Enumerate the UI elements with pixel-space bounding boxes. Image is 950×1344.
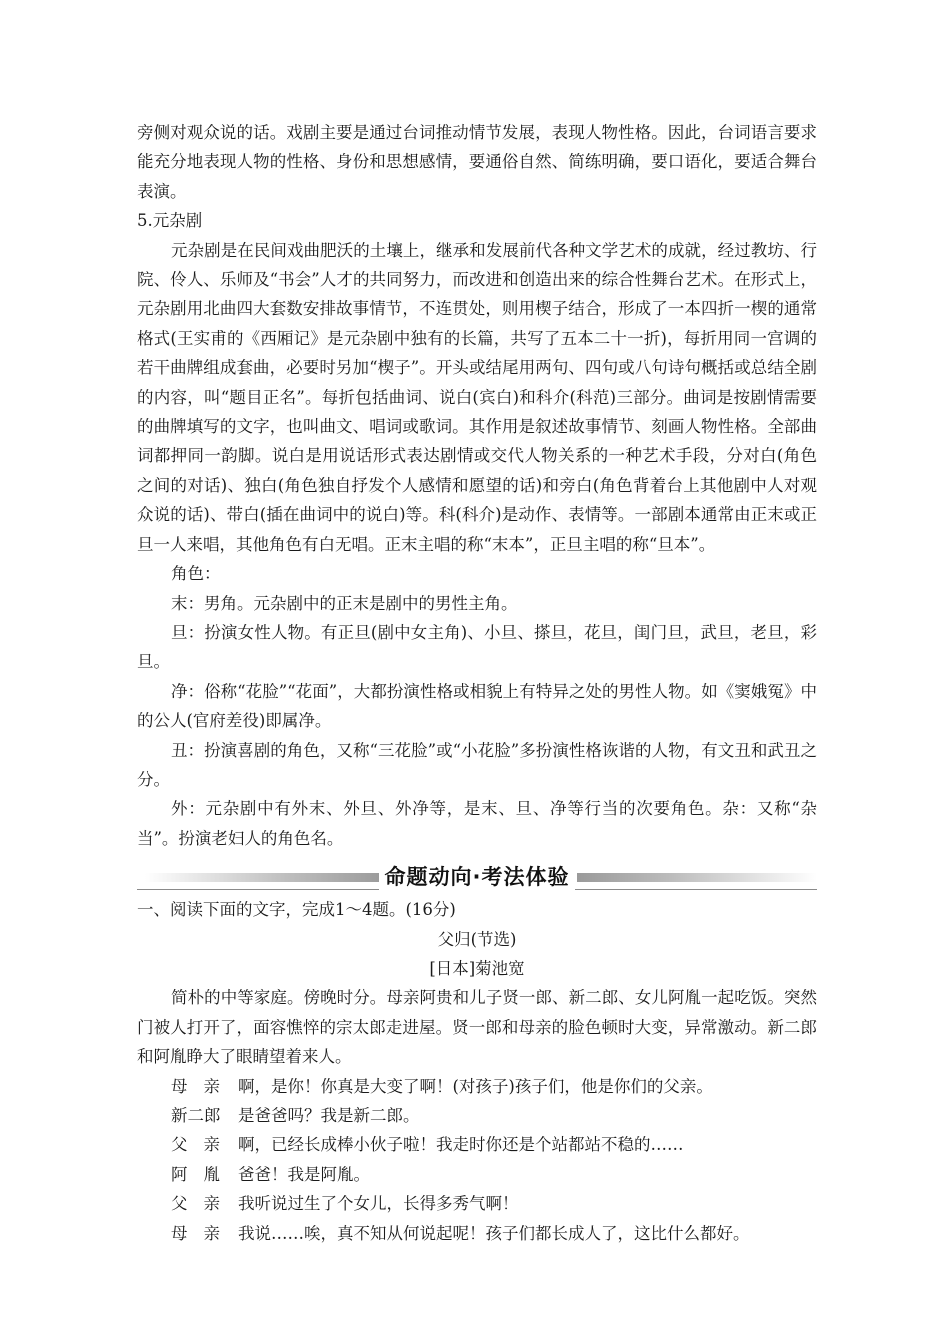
role-jing: 净：俗称“花脸”“花面”，大都扮演性格或相貌上有特异之处的男性人物。如《窦娥冤》中的公人(官府差役)即属净。 xyxy=(137,681,817,731)
dialogue-line xyxy=(137,1130,817,1159)
dialogue-line xyxy=(137,1219,817,1248)
role-mo: 末：男角。元杂剧中的正末是剧中的男性主角。 xyxy=(171,593,518,613)
dialogue-speaker: 阿胤 xyxy=(171,1164,236,1184)
dialogue-line xyxy=(137,1189,817,1218)
section-heading: 5.元杂剧 xyxy=(137,211,203,231)
role-wai: 外：元杂剧中有外末、外旦、外净等，是末、旦、净等行当的次要角色。杂：又称“杂当”。扮演老妇人的角色名。 xyxy=(137,799,817,848)
dialogue-speaker: 新二郎 xyxy=(171,1106,221,1125)
section-body: 元杂剧是在民间戏曲肥沃的土壤上，继承和发展前代各种文学艺术的成就，经过教坊、行院、伶人、乐师及“书会”人才的共同努力，而改进和创造出来的综合性舞台艺术。在形式上，元杂剧用北曲四大套数安排故事情节，不连贯处，则用楔子结合，形成了一本四折一楔的通常格式(王实甫的《西厢记》是元杂剧中独有的长篇，共写了五本二十一折)，每折用同一宫调的若干曲牌组成套曲，必要时另加“楔子”。开头或结尾用两句、四句或八句诗句概括或总结全剧的内容，叫“题目正名”。每折包括曲词、说白(宾白)和科介(科范)三部分。曲词是按剧情需要的曲牌填写的文字，也叫曲文、唱词或歌词。其作用是叙述故事情节、刻画人物性格。全部曲词都押同一韵脚。说白是用说话形式表达剧情或交代人物关系的一种艺术手段，分对白(角色之间的对话)、独白(角色独自抒发个人感情和愿望的话)和旁白(角色背着台上其他剧中人对观众说的话)、带白(插在曲词中的说白)等。科(科介)是动作、表情等。一部剧本通常由正末或正旦一人来唱，其他角色有白无唱。正末主唱的称“末本”，正旦主唱的称“旦本”。 xyxy=(137,240,817,554)
stage-direction: 简朴的中等家庭。傍晚时分。母亲阿贵和儿子贤一郎、新二郎、女儿阿胤一起吃饭。突然门被人打开了，面容憔悴的宗太郎走进屋。贤一郎和母亲的脸色顿时大变，异常激动。新二郎和阿胤睁大了眼睛望着来人。 xyxy=(137,988,817,1067)
dialogue-line xyxy=(137,1101,817,1130)
page-content xyxy=(137,118,817,1248)
dialogue-speaker: 母亲 xyxy=(171,1076,236,1096)
intro-paragraph: 旁侧对观众说的话。戏剧主要是通过台词推动情节发展，表现人物性格。因此，台词语言要求能充分地表现人物的性格、身份和思想感情，要通俗自然、简练明确，要口语化，要适合舞台表演。 xyxy=(137,123,817,201)
dialogue-text: 是爸爸吗？我是新二郎。 xyxy=(238,1106,420,1125)
role-chou: 丑：扮演喜剧的角色，又称“三花脸”或“小花脸”多扮演性格诙谐的人物，有文丑和武丑之分。 xyxy=(137,740,817,789)
exercise-instruction: 一、阅读下面的文字，完成1～4题。(16分) xyxy=(137,900,456,920)
section-banner xyxy=(137,859,817,893)
banner-left-bar xyxy=(145,873,385,882)
dialogue-speaker: 母亲 xyxy=(171,1223,236,1243)
dialogue-text: 我听说过生了个女儿，长得多秀气啊！ xyxy=(238,1194,519,1214)
dialogue-line xyxy=(137,1160,817,1189)
banner-right-bar xyxy=(577,873,817,882)
dialogue-line xyxy=(137,1072,817,1101)
dialogue-speaker: 父亲 xyxy=(171,1194,236,1214)
dialogue-text: 我说……唉，真不知从何说起呢！孩子们都长成人了，这比什么都好。 xyxy=(238,1223,750,1243)
dialogue-text: 啊，已经长成棒小伙子啦！我走时你还是个站都站不稳的…… xyxy=(238,1135,684,1155)
banner-title: 命题动向·考法体验 xyxy=(379,861,576,891)
dialogue-text: 爸爸！我是阿胤。 xyxy=(238,1164,370,1184)
dialogue-speaker: 父亲 xyxy=(171,1135,236,1155)
passage-title: 父归(节选) xyxy=(437,929,517,949)
dialogue-text: 啊，是你！你真是大变了啊！(对孩子)孩子们，他是你们的父亲。 xyxy=(238,1076,713,1096)
role-dan: 旦：扮演女性人物。有正旦(剧中女主角)、小旦、搽旦，花旦，闺门旦，武旦，老旦，彩旦。 xyxy=(137,622,817,672)
passage-author: [日本]菊池宽 xyxy=(429,958,525,978)
roles-label: 角色： xyxy=(171,564,221,584)
